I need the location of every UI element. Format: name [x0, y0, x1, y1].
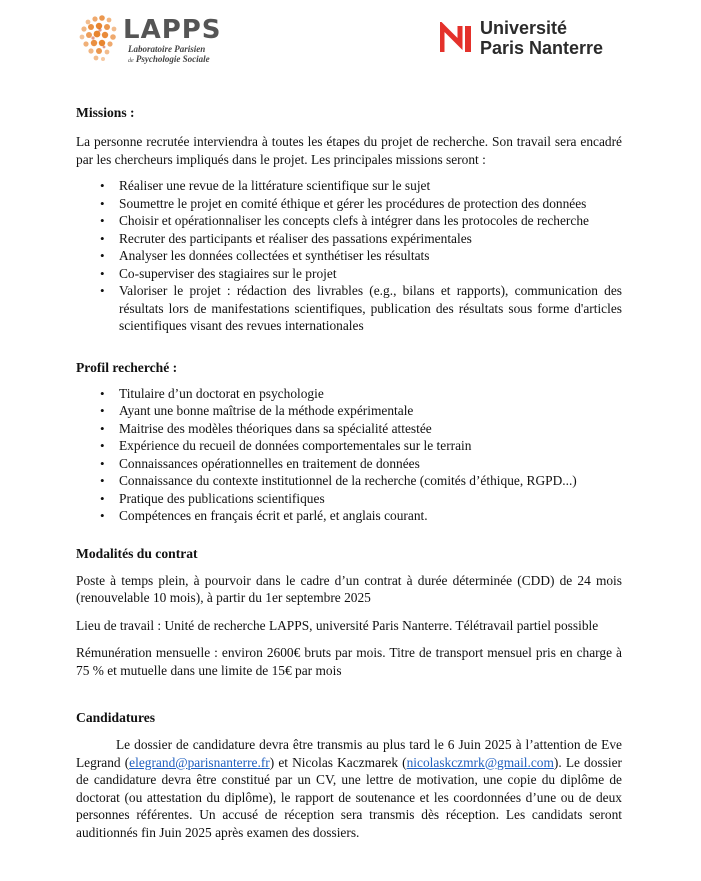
list-item: • Choisir et opérationnaliser les concepts clefs à intégrer dans les protocoles de recherche: [76, 212, 622, 230]
candidatures-paragraph: Le dossier de candidature devra être transmis au plus tard le 6 Juin 2025 à l’attention de Eve Legrand (elegrand@parisnanterre.fr) et Nicolas Kaczmarek (nicolaskczmrk@gmail.com). Le dossier de candidature devra être constitué par un CV, une lettre de motivation, une copie du diplôme de doctorat (ou attestation du diplôme), le rapport de soutenance et les coordonnées d’une ou de deux personnes référentes. Un accusé de réception sera transmis dès réception. Les candidats seront auditionnés fin Juin 2025 après examen des dossiers.: [76, 737, 622, 840]
candidatures-heading: Candidatures: [76, 710, 156, 725]
list-item: • Maitrise des modèles théoriques dans sa spécialité attestée: [76, 420, 622, 438]
list-item: • Pratique des publications scientifiques: [76, 490, 622, 508]
university-emblem-icon: [440, 22, 474, 54]
contrat-paragraph: Rémunération mensuelle : environ 2600€ bruts par mois. Titre de transport mensuel pris en charge à 75 % et mutuelle dans une limite de 15€ par mois: [76, 645, 622, 678]
email-link-kaczmarek[interactable]: nicolaskczmrk@gmail.com: [406, 754, 554, 770]
list-item: • Connaissances opérationnelles en traitement de données: [76, 455, 622, 473]
list-item: • Analyser les données collectées et synthétiser les résultats: [76, 247, 622, 265]
university-logo: [440, 18, 640, 64]
list-item: • Soumettre le projet en comité éthique et gérer les procédures de protection des données: [76, 195, 622, 213]
list-item: • Connaissance du contexte institutionnel de la recherche (comités d’éthique, RGPD...): [76, 472, 622, 490]
missions-heading: Missions :: [76, 105, 135, 120]
profil-list: [76, 385, 622, 525]
university-name: Université Paris Nanterre: [480, 18, 604, 58]
contrat-heading: Modalités du contrat: [76, 545, 198, 561]
contrat-paragraph: Poste à temps plein, à pourvoir dans le cadre d’un contrat à durée déterminée (CDD) de 24 mois (renouvelable 10 mois), à partir du 1er septembre 2025: [76, 572, 622, 605]
missions-intro: La personne recrutée interviendra à toutes les étapes du projet de recherche. Son travail sera encadré par les chercheurs impliqués dans le projet. Les principales missions seront :: [76, 134, 622, 167]
lapps-subtitle: Laboratoire Parisien de Psychologie Sociale: [128, 44, 210, 64]
list-item: • Compétences en français écrit et parlé, et anglais courant.: [76, 507, 622, 525]
missions-list: [76, 177, 622, 335]
lapps-emblem-icon: [78, 14, 122, 64]
list-item: • Recruter des participants et réaliser des passations expérimentales: [76, 230, 622, 248]
list-item: • Valoriser le projet : rédaction des livrables (e.g., bilans et rapports), communication des résultats lors de manifestations scientifiques, publication des résultats sous forme d'articles scientifiques visant des revues internationales: [76, 282, 622, 335]
list-item: • Titulaire d’un doctorat en psychologie: [76, 385, 622, 403]
document-body: [76, 104, 622, 841]
contrat-paragraph: Lieu de travail : Unité de recherche LAPPS, université Paris Nanterre. Télétravail partiel possible: [76, 617, 599, 633]
email-link-legrand[interactable]: elegrand@parisnanterre.fr: [129, 754, 270, 770]
list-item: • Réaliser une revue de la littérature scientifique sur le sujet: [76, 177, 622, 195]
lapps-logo: [78, 14, 238, 66]
list-item: • Co-superviser des stagiaires sur le projet: [76, 265, 622, 283]
list-item: • Expérience du recueil de données comportementales sur le terrain: [76, 437, 622, 455]
lapps-name: LAPPS: [123, 15, 222, 45]
list-item: • Ayant une bonne maîtrise de la méthode expérimentale: [76, 402, 622, 420]
profil-heading: Profil recherché :: [76, 359, 178, 375]
